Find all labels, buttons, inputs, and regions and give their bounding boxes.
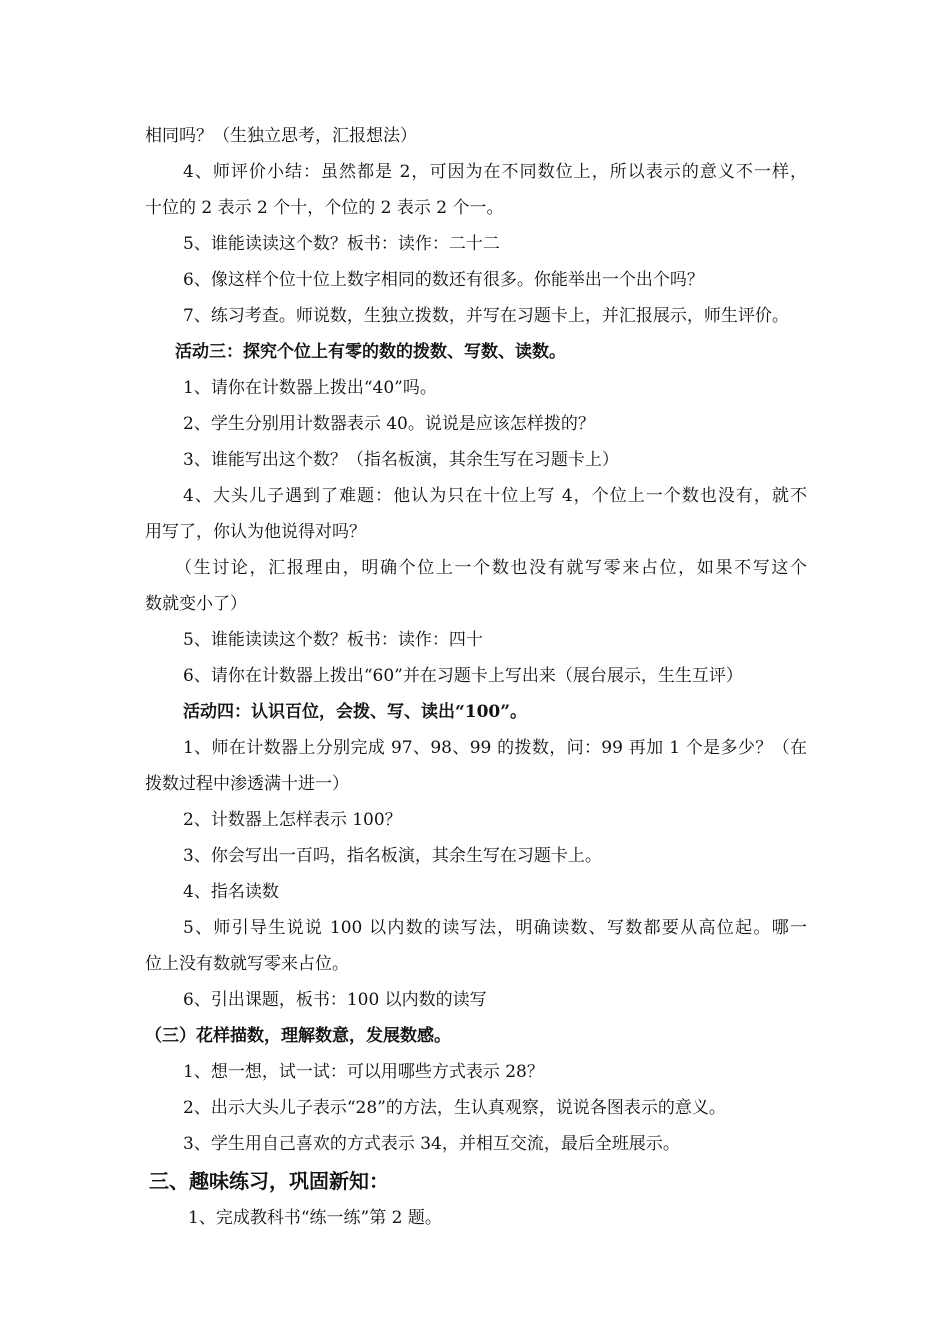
section-heading: （三）花样描数，理解数意，发展数感。 [145, 1026, 451, 1046]
text-line: 1、请你在计数器上拨出“40”吗。 [183, 378, 437, 398]
text-line: 位上没有数就写零来占位。 [145, 954, 349, 974]
text-line: （生讨论，汇报理由，明确个位上一个数也没有就写零来占位，如果不写这个 [175, 558, 807, 578]
text-line: 数就变小了） [145, 594, 247, 614]
text-line: 5、师引导生说说 100 以内数的读写法，明确读数、写数都要从高位起。哪一 [183, 918, 807, 938]
text-line: 相同吗？（生独立思考，汇报想法） [145, 126, 417, 146]
text-line: 1、想一想，试一试：可以用哪些方式表示 28？ [183, 1062, 544, 1082]
text-line: 3、你会写出一百吗，指名板演，其余生写在习题卡上。 [183, 846, 602, 866]
text-line: 7、练习考查。师说数，生独立拨数，并写在习题卡上，并汇报展示，师生评价。 [183, 306, 789, 326]
text-line: 十位的 2 表示 2 个十，个位的 2 表示 2 个一。 [145, 198, 504, 218]
text-line: 6、像这样个位十位上数字相同的数还有很多。你能举出一个出个吗？ [183, 270, 704, 290]
text-line: 4、指名读数 [183, 882, 279, 902]
text-line: 2、计数器上怎样表示 100？ [183, 810, 402, 830]
text-line: 1、完成教科书“练一练”第 2 题。 [188, 1208, 442, 1228]
section-heading: 活动三：探究个位上有零的数的拨数、写数、读数。 [175, 342, 566, 362]
text-line: 1、师在计数器上分别完成 97、98、99 的拨数，问：99 再加 1 个是多少？（在 [183, 738, 807, 758]
text-line: 6、请你在计数器上拨出“60”并在习题卡上写出来（展台展示，生生互评） [183, 666, 743, 686]
text-line: 4、师评价小结：虽然都是 2，可因为在不同数位上，所以表示的意义不一样， [183, 162, 807, 182]
text-line: 4、大头儿子遇到了难题：他认为只在十位上写 4，个位上一个数也没有，就不 [183, 486, 807, 506]
text-line: 用写了，你认为他说得对吗？ [145, 522, 366, 542]
text-line: 拨数过程中渗透满十进一） [145, 774, 349, 794]
text-line: 3、谁能写出这个数？（指名板演，其余生写在习题卡上） [183, 450, 619, 470]
text-line: 2、出示大头儿子表示“28”的方法，生认真观察，说说各图表示的意义。 [183, 1098, 726, 1118]
text-line: 2、学生分别用计数器表示 40。说说是应该怎样拨的？ [183, 414, 595, 434]
text-line: 5、谁能读读这个数？板书：读作：二十二 [183, 234, 500, 254]
text-line: 6、引出课题，板书：100 以内数的读写 [183, 990, 487, 1010]
text-line: 5、谁能读读这个数？板书：读作：四十 [183, 630, 483, 650]
section-heading: 活动四：认识百位，会拨、写、读出“100”。 [183, 702, 528, 722]
major-heading: 三、趣味练习，巩固新知： [149, 1169, 389, 1193]
text-line: 3、学生用自己喜欢的方式表示 34，并相互交流，最后全班展示。 [183, 1134, 680, 1154]
